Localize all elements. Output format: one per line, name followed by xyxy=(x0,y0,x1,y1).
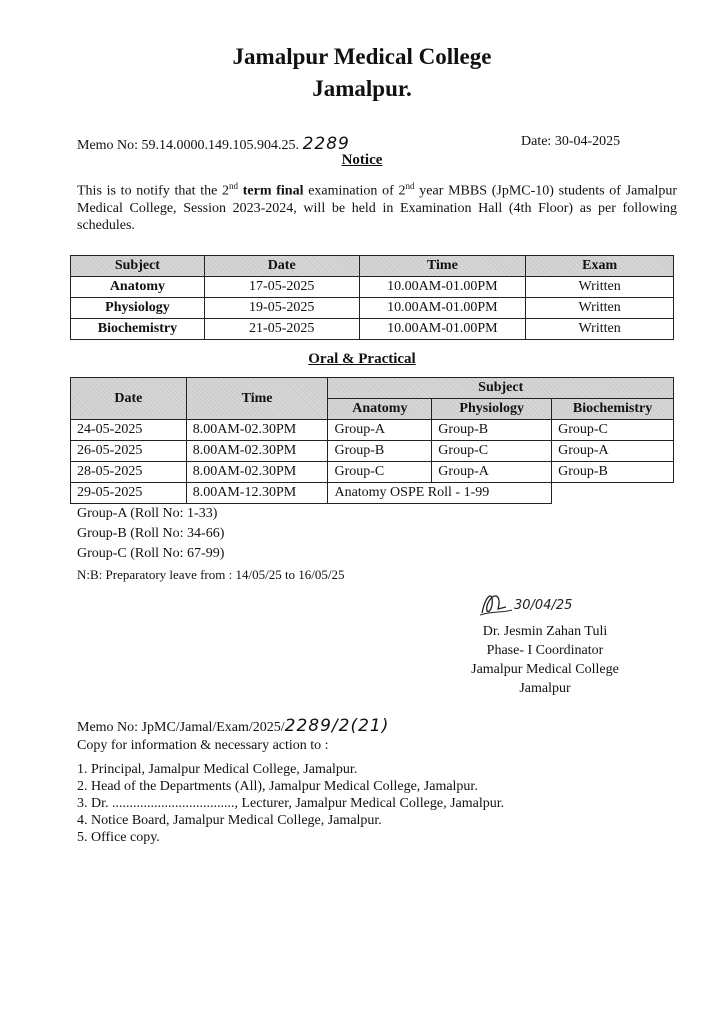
header-time: Time xyxy=(359,256,526,277)
oral-practical-table xyxy=(70,377,674,504)
signatory-block xyxy=(430,622,660,698)
group-roll-list xyxy=(77,504,224,564)
signatory-name: Dr. Jesmin Zahan Tuli xyxy=(482,624,608,639)
signatory-org: Jamalpur Medical College xyxy=(471,662,619,677)
memo-copy-block xyxy=(77,717,389,755)
table-row: 24-05-2025 8.00AM-02.30PM Group-A Group-B Group-C xyxy=(71,420,674,441)
notice-heading: Notice xyxy=(341,152,383,168)
group-a: Group-A (Roll No: 1-33) xyxy=(77,506,218,521)
signatory-city: Jamalpur xyxy=(519,681,571,696)
table-row: Anatomy 17-05-2025 10.00AM-01.00PM Written xyxy=(71,277,674,298)
college-title: Jamalpur Medical College xyxy=(232,44,492,69)
table-row: 26-05-2025 8.00AM-02.30PM Group-B Group-C Group-A xyxy=(71,441,674,462)
signatory-role: Phase- I Coordinator xyxy=(486,643,604,658)
table-row: Physiology 19-05-2025 10.00AM-01.00PM Written xyxy=(71,298,674,319)
table-header-row xyxy=(71,256,674,277)
group-c: Group-C (Roll No: 67-99) xyxy=(77,546,225,561)
list-item: 2. Head of the Departments (All), Jamalpur Medical College, Jamalpur. xyxy=(77,779,478,794)
subheader-anatomy: Anatomy xyxy=(328,399,432,420)
signature-icon xyxy=(472,583,572,623)
college-city: Jamalpur. xyxy=(312,76,412,101)
list-item: 4. Notice Board, Jamalpur Medical College, Jamalpur. xyxy=(77,813,382,828)
preparatory-leave-note: N:B: Preparatory leave from : 14/05/25 to 16/05/25 xyxy=(77,567,345,582)
list-item: 5. Office copy. xyxy=(77,830,160,845)
list-item: 1. Principal, Jamalpur Medical College, Jamalpur. xyxy=(77,762,358,777)
handwritten-memo-number: 2289 xyxy=(302,134,350,154)
table-header-row xyxy=(71,378,674,399)
header-subject: Subject xyxy=(328,378,674,399)
oral-practical-heading: Oral & Practical xyxy=(308,351,416,367)
header-date: Date xyxy=(204,256,359,277)
notice-paragraph: This is to notify that the 2nd term final examination of 2nd year MBBS (JpMC-10) students of Jamalpur Medical College, Session 2023-2024, will be held in Examination Hall (4th Floor) as per following schedules. xyxy=(77,181,678,233)
list-item: 3. Dr. ..................................., Lecturer, Jamalpur Medical College, Jamalpur. xyxy=(77,796,505,811)
subheader-biochemistry: Biochemistry xyxy=(552,399,674,420)
memo-date: Date: 30-04-2025 xyxy=(521,134,621,149)
memo-number xyxy=(77,134,350,154)
subheader-physiology: Physiology xyxy=(432,399,552,420)
handwritten-memo2-number: 2289/2(21) xyxy=(284,716,390,736)
copy-instruction: Copy for information & necessary action to : xyxy=(77,738,329,753)
memo2-label: Memo No: JpMC/Jamal/Exam/2025/ xyxy=(77,720,285,735)
group-b: Group-B (Roll No: 34-66) xyxy=(77,526,225,541)
header-exam: Exam xyxy=(526,256,674,277)
header-date: Date xyxy=(71,378,187,420)
memo-label: Memo No: 59.14.0000.149.105.904.25. xyxy=(77,138,300,153)
table-row: 29-05-2025 8.00AM-12.30PM Anatomy OSPE Roll - 1-99 xyxy=(71,483,674,504)
table-row: Biochemistry 21-05-2025 10.00AM-01.00PM Written xyxy=(71,319,674,340)
header-subject: Subject xyxy=(71,256,205,277)
signature-date: 30/04/25 xyxy=(514,598,572,613)
copy-recipient-list xyxy=(77,761,504,846)
table-row: 28-05-2025 8.00AM-02.30PM Group-C Group-A Group-B xyxy=(71,462,674,483)
written-exam-table xyxy=(70,255,674,340)
header-time: Time xyxy=(186,378,328,420)
